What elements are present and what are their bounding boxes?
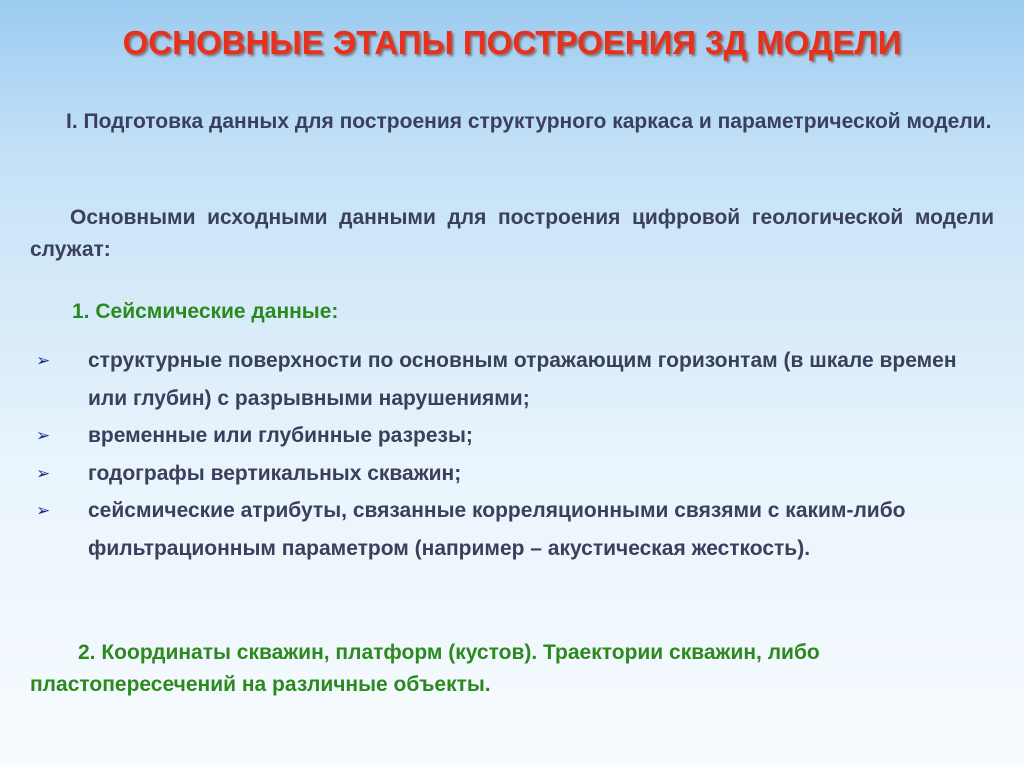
bullet-text: сейсмические атрибуты, связанные корреляционными связями с каким-либо фильтрационным параметром (например – акустическая жесткость). xyxy=(88,499,906,560)
arrow-bullet-icon: ➢ xyxy=(36,351,51,370)
section-heading xyxy=(30,106,994,138)
subheading-seismic: 1. Сейсмические данные: xyxy=(72,300,339,323)
slide-title: ОСНОВНЫЕ ЭТАПЫ ПОСТРОЕНИЯ 3Д МОДЕЛИ xyxy=(122,24,902,61)
list-item xyxy=(36,455,996,493)
bullet-text: структурные поверхности по основным отражающим горизонтам (в шкале времен или глубин) с разрывными нарушениями; xyxy=(88,349,957,410)
list-item xyxy=(36,492,996,567)
bullet-text: временные или глубинные разрезы; xyxy=(88,424,473,447)
list-item xyxy=(36,417,996,455)
item-coordinates xyxy=(30,637,1002,701)
arrow-bullet-icon: ➢ xyxy=(36,501,51,520)
arrow-bullet-icon: ➢ xyxy=(36,463,51,483)
bullet-text: годографы вертикальных скважин; xyxy=(88,461,462,485)
item-coordinates-text: 2. Координаты скважин, платформ (кустов). Траектории скважин, либо пластопересечений на различные объекты. xyxy=(30,641,820,696)
list-item xyxy=(36,342,996,417)
arrow-bullet-icon: ➢ xyxy=(36,426,51,445)
section-heading-text: I. Подготовка данных для построения структурного каркаса и параметрической модели. xyxy=(66,110,992,133)
intro-text: Основными исходными данными для построения цифровой геологической модели служат: xyxy=(30,206,994,261)
intro-paragraph xyxy=(30,202,994,266)
seismic-bullet-list xyxy=(36,342,996,567)
